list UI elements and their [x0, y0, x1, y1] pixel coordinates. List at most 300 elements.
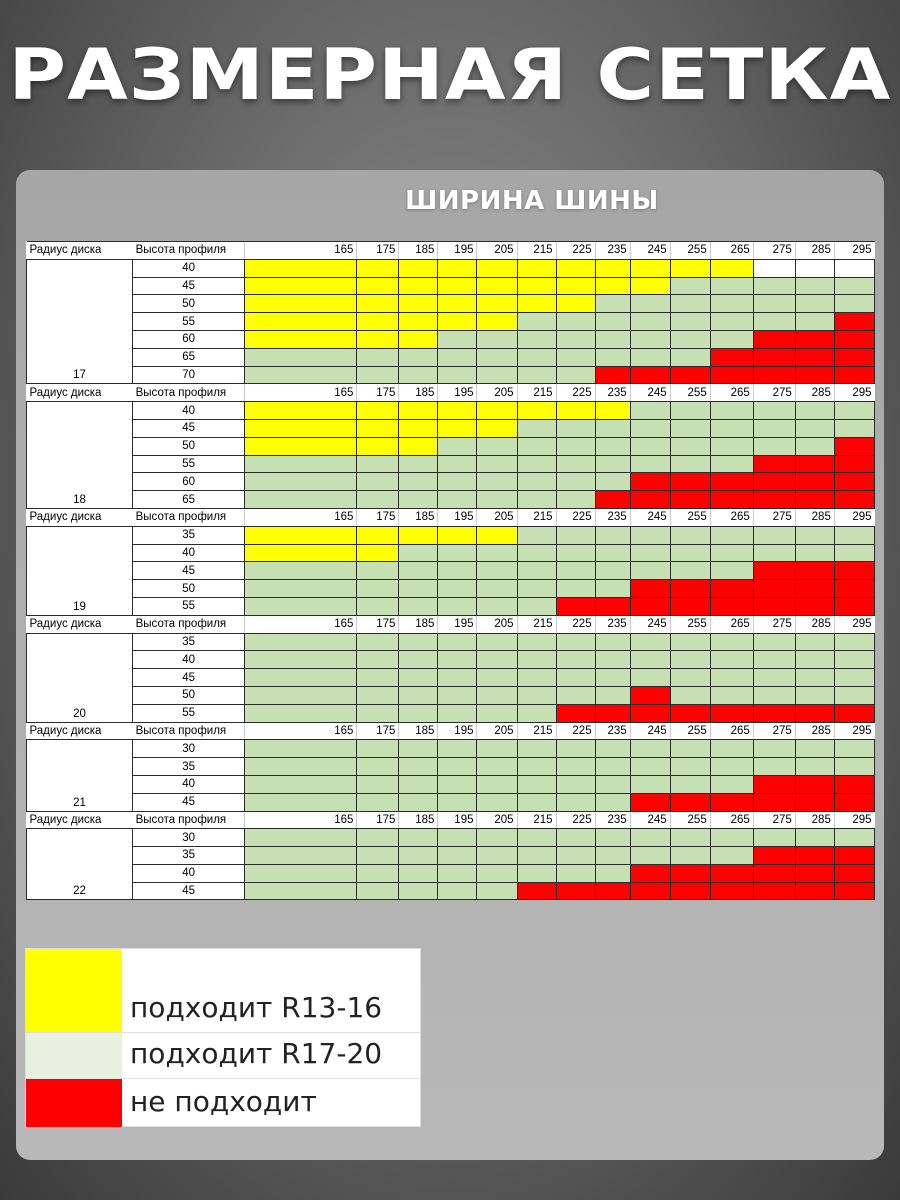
width-header: 175 — [357, 384, 399, 402]
legend-label: подходит R13-16 — [130, 991, 383, 1024]
compat-cell — [517, 651, 556, 669]
compat-cell — [477, 704, 517, 722]
profile-value: 30 — [133, 829, 245, 847]
compat-cell — [795, 580, 834, 598]
compat-cell — [357, 651, 399, 669]
table-row — [27, 419, 875, 437]
compat-cell — [477, 419, 517, 437]
compat-cell — [795, 686, 834, 704]
color-legend — [25, 948, 421, 1127]
compat-cell — [834, 259, 874, 277]
compat-cell — [630, 295, 670, 313]
compat-cell — [630, 313, 670, 331]
compat-cell — [245, 402, 357, 420]
profile-value: 70 — [133, 366, 245, 384]
compat-cell — [670, 419, 710, 437]
compat-cell — [438, 633, 477, 651]
compat-cell — [630, 847, 670, 865]
compat-cell — [556, 651, 595, 669]
table-row — [27, 775, 875, 793]
compat-cell — [710, 580, 753, 598]
compat-cell — [245, 847, 357, 865]
table-row — [27, 686, 875, 704]
compat-cell — [630, 758, 670, 776]
compat-cell — [399, 402, 438, 420]
compat-cell — [477, 330, 517, 348]
compat-cell — [556, 419, 595, 437]
compat-cell — [477, 562, 517, 580]
compat-cell — [357, 295, 399, 313]
compat-cell — [595, 526, 630, 544]
compat-cell — [753, 491, 795, 509]
legend-label: не подходит — [130, 1085, 317, 1118]
compat-cell — [595, 633, 630, 651]
compat-cell — [753, 455, 795, 473]
compat-cell — [795, 348, 834, 366]
compat-cell — [245, 758, 357, 776]
compat-cell — [753, 580, 795, 598]
compat-cell — [357, 704, 399, 722]
compat-cell — [753, 704, 795, 722]
table-row — [27, 295, 875, 313]
compat-cell — [795, 597, 834, 615]
compat-cell — [438, 669, 477, 687]
header-row — [27, 242, 875, 260]
width-header: 175 — [357, 242, 399, 260]
compat-cell — [710, 847, 753, 865]
radius-header: Радиус диска — [27, 508, 133, 526]
width-header: 185 — [399, 384, 438, 402]
compat-cell — [245, 313, 357, 331]
compat-cell — [517, 277, 556, 295]
compat-cell — [795, 829, 834, 847]
compat-cell — [795, 473, 834, 491]
width-header: 165 — [245, 811, 357, 829]
compat-cell — [245, 330, 357, 348]
table-row — [27, 277, 875, 295]
compat-cell — [517, 348, 556, 366]
width-header: 185 — [399, 242, 438, 260]
compat-cell — [399, 847, 438, 865]
compat-cell — [670, 562, 710, 580]
profile-value: 40 — [133, 259, 245, 277]
compat-cell — [710, 419, 753, 437]
compat-cell — [399, 580, 438, 598]
compat-cell — [795, 704, 834, 722]
compat-cell — [595, 669, 630, 687]
compat-cell — [517, 847, 556, 865]
compat-cell — [834, 455, 874, 473]
profile-value: 65 — [133, 348, 245, 366]
compat-cell — [795, 864, 834, 882]
compat-cell — [477, 847, 517, 865]
compat-cell — [630, 669, 670, 687]
header-row — [27, 508, 875, 526]
table-row — [27, 651, 875, 669]
width-header: 235 — [595, 811, 630, 829]
table-row — [27, 402, 875, 420]
width-header: 215 — [517, 508, 556, 526]
compat-cell — [834, 473, 874, 491]
compat-cell — [438, 651, 477, 669]
compat-cell — [710, 562, 753, 580]
compat-cell — [753, 882, 795, 900]
width-header: 255 — [670, 242, 710, 260]
compat-cell — [630, 597, 670, 615]
width-header: 205 — [477, 615, 517, 633]
width-header: 275 — [753, 722, 795, 740]
compat-cell — [477, 633, 517, 651]
compat-cell — [670, 277, 710, 295]
width-header: 205 — [477, 722, 517, 740]
compat-cell — [438, 348, 477, 366]
compat-cell — [630, 829, 670, 847]
compat-cell — [834, 793, 874, 811]
table-row — [27, 793, 875, 811]
compat-cell — [595, 847, 630, 865]
compat-cell — [753, 847, 795, 865]
compat-cell — [399, 313, 438, 331]
compat-cell — [834, 544, 874, 562]
compat-cell — [670, 348, 710, 366]
compat-cell — [795, 437, 834, 455]
table-row — [27, 704, 875, 722]
compat-cell — [517, 882, 556, 900]
table-row — [27, 526, 875, 544]
page-title: РАЗМЕРНАЯ СЕТКА — [8, 34, 892, 116]
compat-cell — [595, 686, 630, 704]
profile-value: 50 — [133, 437, 245, 455]
compat-cell — [245, 366, 357, 384]
compat-cell — [517, 313, 556, 331]
compat-cell — [595, 651, 630, 669]
compat-cell — [477, 775, 517, 793]
radius-value: 21 — [27, 740, 133, 811]
width-header: 215 — [517, 615, 556, 633]
profile-header: Высота профиля — [133, 811, 245, 829]
compat-cell — [834, 847, 874, 865]
width-header: 175 — [357, 615, 399, 633]
width-header: 245 — [630, 242, 670, 260]
compat-cell — [357, 419, 399, 437]
compat-cell — [438, 402, 477, 420]
compat-cell — [630, 775, 670, 793]
width-header: 225 — [556, 811, 595, 829]
compat-cell — [670, 580, 710, 598]
compat-cell — [670, 330, 710, 348]
compat-cell — [399, 597, 438, 615]
width-header: 235 — [595, 242, 630, 260]
compat-cell — [556, 544, 595, 562]
compat-cell — [630, 366, 670, 384]
width-header: 175 — [357, 811, 399, 829]
compat-cell — [438, 704, 477, 722]
compat-cell — [834, 882, 874, 900]
compat-cell — [438, 847, 477, 865]
compat-cell — [556, 740, 595, 758]
width-header: 225 — [556, 508, 595, 526]
width-header: 235 — [595, 508, 630, 526]
compat-cell — [630, 544, 670, 562]
compat-cell — [710, 473, 753, 491]
compat-cell — [670, 758, 710, 776]
compat-cell — [556, 277, 595, 295]
compat-cell — [438, 455, 477, 473]
table-row — [27, 580, 875, 598]
compat-cell — [630, 686, 670, 704]
compat-cell — [595, 580, 630, 598]
compat-cell — [556, 829, 595, 847]
compat-cell — [710, 758, 753, 776]
compat-cell — [477, 259, 517, 277]
profile-value: 40 — [133, 775, 245, 793]
radius-header: Радиус диска — [27, 811, 133, 829]
compat-cell — [556, 580, 595, 598]
compat-cell — [438, 313, 477, 331]
compat-cell — [438, 829, 477, 847]
width-header: 195 — [438, 242, 477, 260]
compat-cell — [834, 491, 874, 509]
compat-cell — [670, 669, 710, 687]
compat-cell — [357, 758, 399, 776]
compat-cell — [357, 473, 399, 491]
compat-cell — [834, 313, 874, 331]
compat-cell — [556, 864, 595, 882]
compat-cell — [399, 491, 438, 509]
compat-cell — [477, 651, 517, 669]
compat-cell — [710, 864, 753, 882]
width-header: 255 — [670, 722, 710, 740]
profile-value: 40 — [133, 402, 245, 420]
compat-cell — [477, 402, 517, 420]
compat-cell — [357, 348, 399, 366]
compat-cell — [399, 758, 438, 776]
compat-cell — [795, 633, 834, 651]
compat-cell — [245, 651, 357, 669]
compat-cell — [670, 633, 710, 651]
compat-cell — [595, 402, 630, 420]
compat-cell — [399, 562, 438, 580]
compat-cell — [630, 651, 670, 669]
width-header: 255 — [670, 811, 710, 829]
compat-cell — [834, 366, 874, 384]
compat-cell — [595, 455, 630, 473]
compat-cell — [438, 491, 477, 509]
compat-cell — [595, 419, 630, 437]
compat-cell — [477, 740, 517, 758]
compat-cell — [710, 348, 753, 366]
width-header: 205 — [477, 811, 517, 829]
compat-cell — [357, 847, 399, 865]
compat-cell — [477, 829, 517, 847]
width-header: 245 — [630, 615, 670, 633]
width-header: 165 — [245, 384, 357, 402]
profile-value: 50 — [133, 580, 245, 598]
compat-cell — [630, 419, 670, 437]
compat-cell — [710, 775, 753, 793]
compat-cell — [753, 669, 795, 687]
compat-cell — [795, 669, 834, 687]
radius-value: 22 — [27, 829, 133, 900]
compat-cell — [753, 259, 795, 277]
compat-cell — [834, 295, 874, 313]
compat-cell — [753, 633, 795, 651]
width-header: 265 — [710, 615, 753, 633]
width-header: 185 — [399, 722, 438, 740]
header-row — [27, 615, 875, 633]
compat-cell — [753, 562, 795, 580]
compat-cell — [357, 775, 399, 793]
compat-cell — [834, 580, 874, 598]
compat-cell — [753, 758, 795, 776]
compat-cell — [595, 437, 630, 455]
compat-cell — [556, 402, 595, 420]
width-header: 215 — [517, 811, 556, 829]
compat-cell — [517, 580, 556, 598]
compat-cell — [399, 633, 438, 651]
compat-cell — [834, 402, 874, 420]
compat-cell — [795, 544, 834, 562]
width-header: 255 — [670, 615, 710, 633]
compat-cell — [477, 597, 517, 615]
compat-cell — [438, 330, 477, 348]
header-row — [27, 811, 875, 829]
compat-cell — [595, 330, 630, 348]
compat-cell — [753, 313, 795, 331]
compat-cell — [357, 455, 399, 473]
profile-value: 60 — [133, 473, 245, 491]
compat-cell — [245, 793, 357, 811]
compat-cell — [710, 544, 753, 562]
table-row — [27, 669, 875, 687]
compat-cell — [753, 295, 795, 313]
radius-value: 20 — [27, 633, 133, 722]
compat-cell — [670, 473, 710, 491]
legend-swatch — [26, 1033, 122, 1079]
table-row — [27, 330, 875, 348]
compat-cell — [517, 259, 556, 277]
legend-item — [26, 949, 420, 1032]
compat-cell — [245, 491, 357, 509]
compat-cell — [834, 669, 874, 687]
compat-cell — [399, 864, 438, 882]
header-row — [27, 722, 875, 740]
compat-cell — [556, 437, 595, 455]
compat-cell — [670, 437, 710, 455]
radius-header: Радиус диска — [27, 722, 133, 740]
compat-cell — [245, 686, 357, 704]
compat-cell — [399, 437, 438, 455]
compat-cell — [245, 259, 357, 277]
compat-cell — [477, 295, 517, 313]
table-row — [27, 473, 875, 491]
width-header: 215 — [517, 384, 556, 402]
compat-cell — [710, 669, 753, 687]
compat-cell — [517, 775, 556, 793]
compat-cell — [245, 277, 357, 295]
compat-cell — [630, 491, 670, 509]
compat-cell — [245, 580, 357, 598]
compat-cell — [556, 775, 595, 793]
compat-cell — [556, 491, 595, 509]
compat-cell — [670, 526, 710, 544]
compat-cell — [438, 419, 477, 437]
width-header: 205 — [477, 508, 517, 526]
compat-cell — [834, 419, 874, 437]
compat-cell — [834, 526, 874, 544]
compat-cell — [595, 882, 630, 900]
width-header: 165 — [245, 508, 357, 526]
compat-cell — [517, 864, 556, 882]
compat-cell — [753, 366, 795, 384]
profile-value: 55 — [133, 455, 245, 473]
compat-cell — [795, 259, 834, 277]
profile-value: 35 — [133, 526, 245, 544]
compat-cell — [630, 526, 670, 544]
compat-cell — [630, 562, 670, 580]
compat-cell — [630, 740, 670, 758]
compat-cell — [710, 686, 753, 704]
compat-cell — [670, 704, 710, 722]
compat-cell — [834, 651, 874, 669]
compat-cell — [834, 864, 874, 882]
compat-cell — [556, 793, 595, 811]
compat-cell — [556, 348, 595, 366]
compat-cell — [477, 313, 517, 331]
compat-cell — [795, 651, 834, 669]
compat-cell — [795, 740, 834, 758]
compat-cell — [245, 295, 357, 313]
width-header: 205 — [477, 242, 517, 260]
compat-cell — [630, 277, 670, 295]
compat-cell — [399, 544, 438, 562]
compat-cell — [399, 366, 438, 384]
compat-cell — [595, 793, 630, 811]
compat-cell — [595, 295, 630, 313]
compat-cell — [710, 633, 753, 651]
table-row — [27, 847, 875, 865]
width-header: 285 — [795, 242, 834, 260]
compat-cell — [245, 704, 357, 722]
compat-cell — [245, 419, 357, 437]
compat-cell — [753, 437, 795, 455]
compat-cell — [245, 526, 357, 544]
compat-cell — [670, 864, 710, 882]
compat-cell — [399, 295, 438, 313]
profile-header: Высота профиля — [133, 722, 245, 740]
compat-cell — [245, 437, 357, 455]
compat-cell — [245, 597, 357, 615]
compat-cell — [438, 758, 477, 776]
compat-cell — [517, 704, 556, 722]
compat-cell — [357, 259, 399, 277]
compat-cell — [477, 864, 517, 882]
compat-cell — [795, 847, 834, 865]
compat-cell — [517, 758, 556, 776]
compat-cell — [245, 740, 357, 758]
compat-cell — [556, 562, 595, 580]
compat-cell — [670, 651, 710, 669]
compat-cell — [710, 366, 753, 384]
width-header: 295 — [834, 242, 874, 260]
compat-cell — [834, 758, 874, 776]
compat-cell — [556, 847, 595, 865]
compat-cell — [595, 366, 630, 384]
table-row — [27, 562, 875, 580]
compat-cell — [357, 686, 399, 704]
width-header: 265 — [710, 384, 753, 402]
compat-cell — [834, 686, 874, 704]
